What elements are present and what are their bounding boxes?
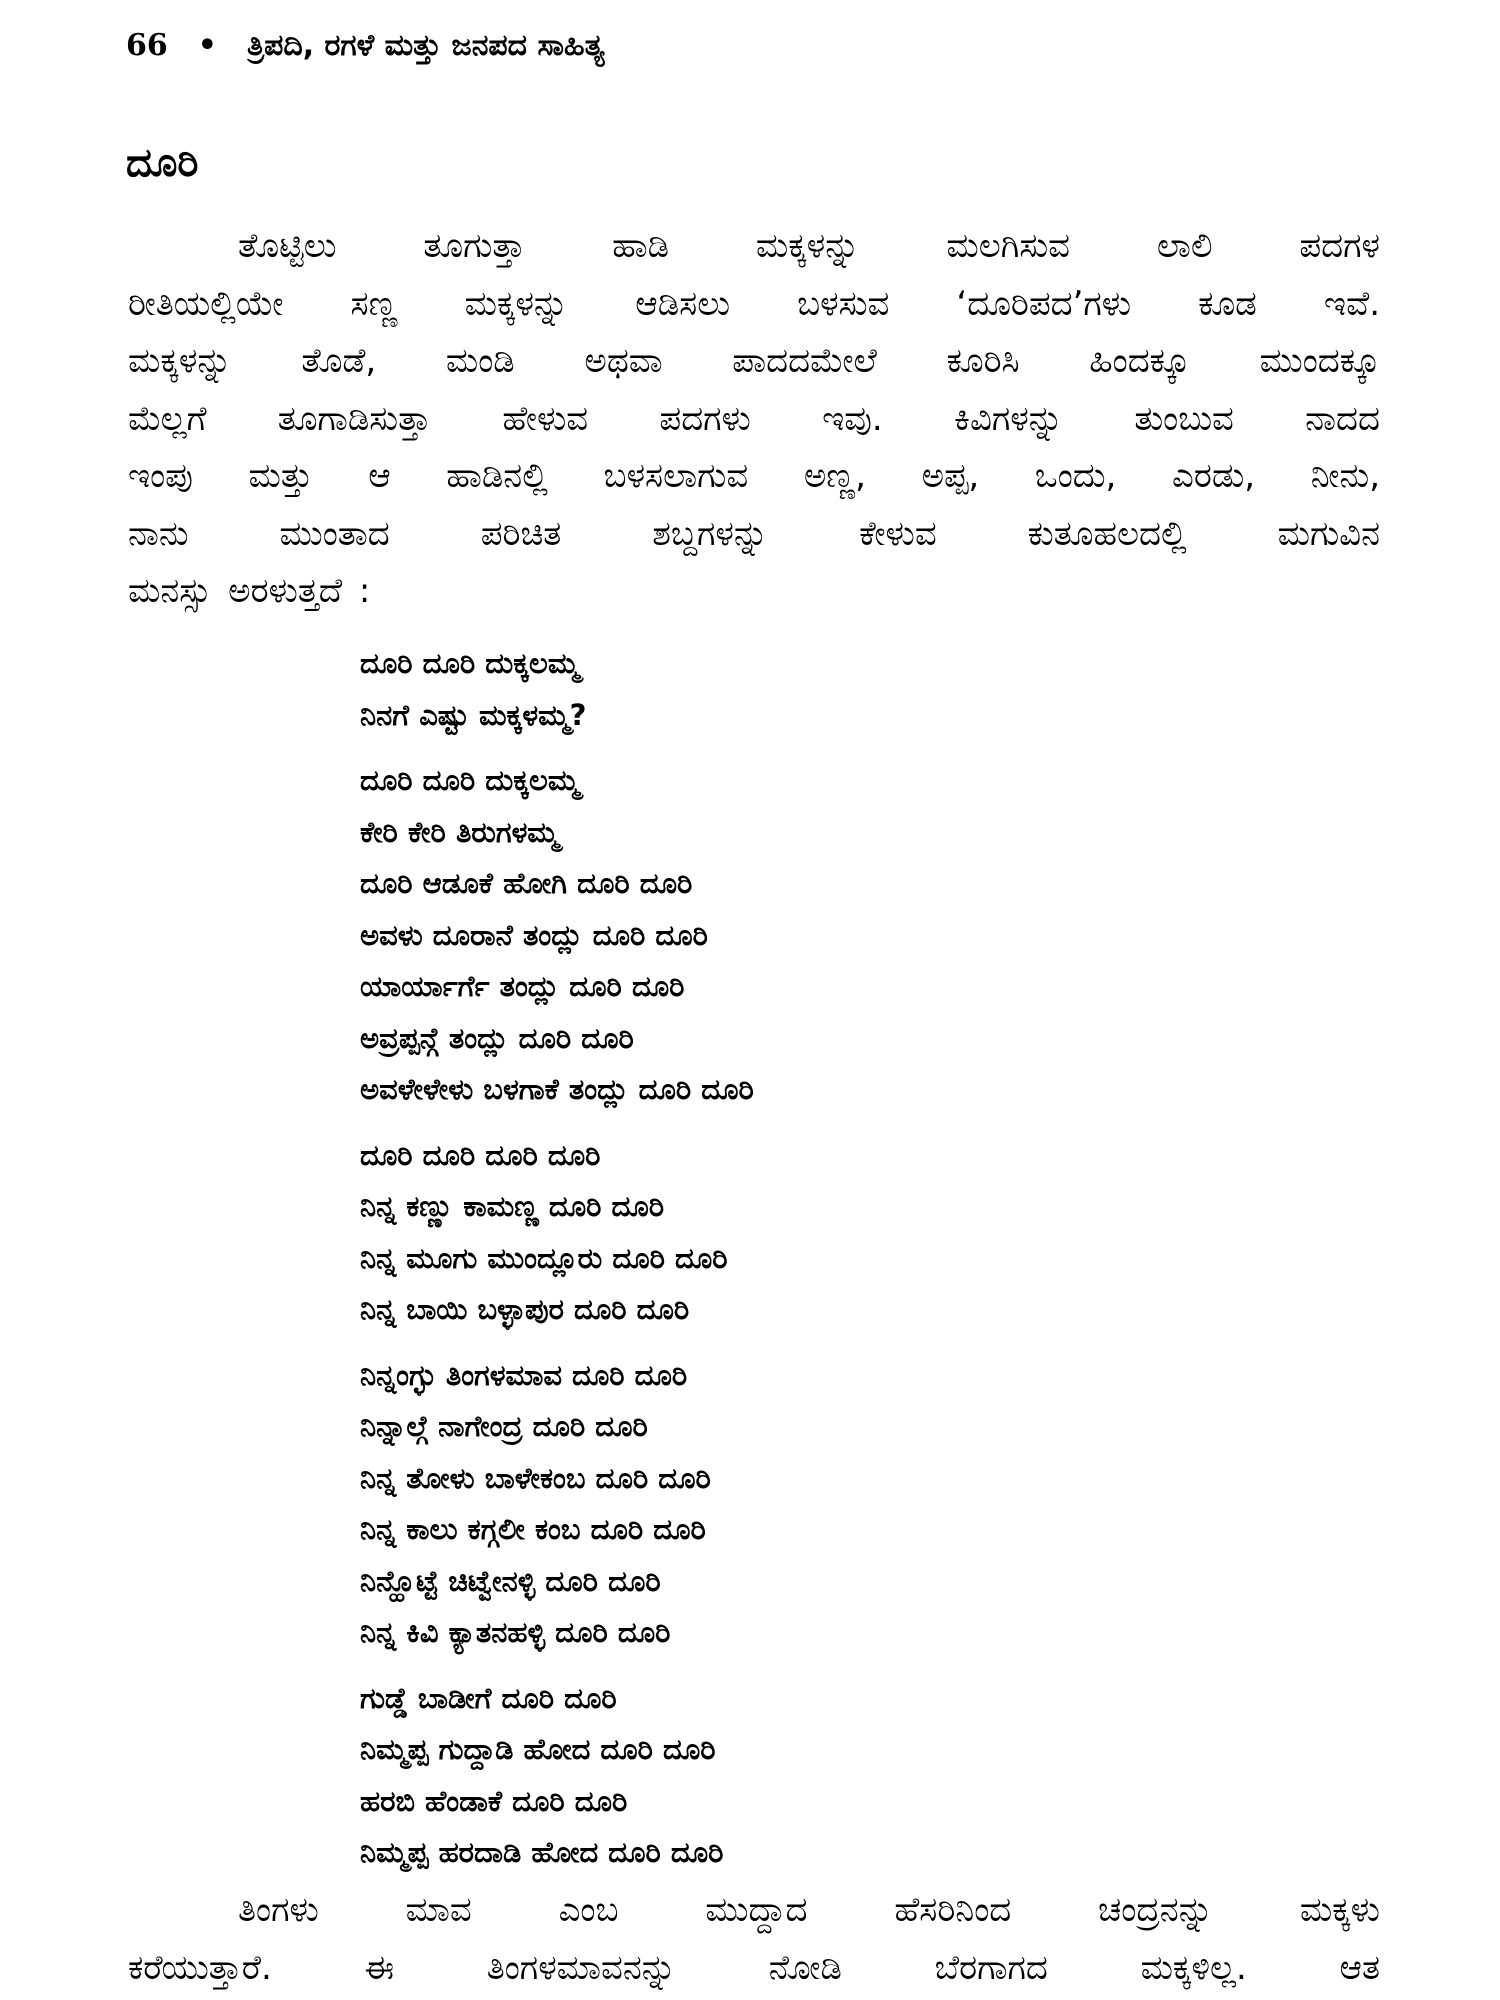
verse-line: ದೂರಿ ದೂರಿ ದುಕ್ಕಲಮ್ಮ [360,763,580,797]
verse-line: ನಿನಗೆ ಎಷ್ಟು ಮಕ್ಕಳಮ್ಮ? [360,697,587,732]
paragraph-line: ಇಂಪು ಮತ್ತು ಆ ಹಾಡಿನಲ್ಲಿ ಬಳಸಲಾಗುವ ಅಣ್ಣ, ಅಪ್ಪ, ಒಂದು, ಎರಡು, ನೀನು, [128,456,1380,496]
stanza [360,638,754,741]
verse-line: ಅವಳು ದೂರಾನೆ ತಂದ್ಲು ದೂರಿ ದೂರಿ [360,917,708,952]
verse-line: ನಿನ್ಹೊಟ್ಟೆ ಚಿಟ್ವೇನಳ್ಳಿ ದೂರಿ ದೂರಿ [360,1563,661,1598]
paragraph-line: ತೊಟ್ಟಿಲು ತೂಗುತ್ತಾ ಹಾಡಿ ಮಕ್ಕಳನ್ನು ಮಲಗಿಸುವ ಲಾಲಿ ಪದಗಳ [238,226,1380,266]
closing-paragraph [128,1882,1380,1997]
page-number: 66 [126,28,168,63]
verse-line: ನಿನ್ನ ಬಾಯಿ ಬಳ್ಳಾಪುರ ದೂರಿ ದೂರಿ [360,1292,690,1326]
verse-line: ಗುಡ್ಡೆ ಬಾಡೀಗೆ ದೂರಿ ದೂರಿ [360,1680,617,1715]
verse-line: ನಿನ್ನ ಕಿವಿ ಕ್ಯಾತನಹಳ್ಳಿ ದೂರಿ ದೂರಿ [360,1615,671,1649]
verse-line: ಯಾರ್ಯಾರ್ಗೆ ತಂದ್ಲು ದೂರಿ ದೂರಿ [360,969,685,1003]
section-title: ದೂರಿ [126,140,199,186]
verse-line: ನಿನ್ನಂಗ್ಳು ತಿಂಗಳಮಾವ ದೂರಿ ದೂರಿ [360,1357,688,1392]
verse-line: ನಿನ್ನ ಕಣ್ಣು ಕಾಮಣ್ಣ ದೂರಿ ದೂರಿ [360,1189,665,1223]
stanza [360,1673,754,1879]
verse-line: ದೂರಿ ಆಡೂಕೆ ಹೋಗಿ ದೂರಿ ದೂರಿ [360,866,693,900]
verse-line: ನಿನ್ನ ಕಾಲು ಕಗ್ಗಲೀ ಕಂಬ ದೂರಿ ದೂರಿ [360,1512,706,1546]
paragraph-line: ಮೆಲ್ಲಗೆ ತೂಗಾಡಿಸುತ್ತಾ ಹೇಳುವ ಪದಗಳು ಇವು. ಕಿವಿಗಳನ್ನು ತುಂಬುವ ನಾದದ [128,398,1380,439]
verse-line: ಅವ್ರಪ್ಪನ್ಗೆ ತಂದ್ಲು ದೂರಿ ದೂರಿ [360,1020,634,1055]
verse-line: ನಿನ್ನ ಮೂಗು ಮುಂದ್ಲೂರು ದೂರಿ ದೂರಿ [360,1240,728,1275]
paragraph-line: ತಿಂಗಳು ಮಾವ ಎಂಬ ಮುದ್ದಾದ ಹೆಸರಿನಿಂದ ಚಂದ್ರನನ್ನು ಮಕ್ಕಳು [238,1890,1380,1930]
paragraph-line: ಕರೆಯುತ್ತಾರೆ. ಈ ತಿಂಗಳಮಾವನನ್ನು ನೋಡಿ ಬೆರಗಾಗದ ಮಕ್ಕಳಿಲ್ಲ. ಆತ [128,1947,1380,1988]
verse-line: ನಿಮ್ಮಪ್ಪ ಹರದಾಡಿ ಹೋದ ದೂರಿ ದೂರಿ [360,1835,724,1869]
header-bullet: • [197,28,217,63]
verse-line: ಕೇರಿ ಕೇರಿ ತಿರುಗಳಮ್ಮ [360,814,559,849]
paragraph-line: ರೀತಿಯಲ್ಲಿಯೇ ಸಣ್ಣ ಮಕ್ಕಳನ್ನು ಆಡಿಸಲು ಬಳಸುವ ‘ದೂರಿಪದ’ಗಳು ಕೂಡ ಇವೆ. [128,283,1380,324]
verse-line: ನಿಮ್ಮಪ್ಪ ಗುದ್ದಾಡಿ ಹೋದ ದೂರಿ ದೂರಿ [360,1732,716,1766]
verse-line: ನಿನ್ನ ತೋಳು ಬಾಳೇಕಂಬ ದೂರಿ ದೂರಿ [360,1460,711,1495]
verse-line: ಹರಬಿ ಹೆಂಡಾಕೆ ದೂರಿ ದೂರಿ [360,1783,628,1818]
verse-line: ಅವಳೇಳೇಳು ಬಳಗಾಕೆ ತಂದ್ಲು ದೂರಿ ದೂರಿ [360,1072,754,1106]
verse-line: ದೂರಿ ದೂರಿ ದುಕ್ಕಲಮ್ಮ [360,646,580,680]
verse-line: ನಿನ್ನಾಲ್ಗೆ ನಾಗೇಂದ್ರ ದೂರಿ ದೂರಿ [360,1409,648,1443]
stanza [360,1130,754,1336]
paragraph-line: ಮನಸ್ಸು ಅರಳುತ್ತದೆ : [128,571,371,611]
book-title: ತ್ರಿಪದಿ, ರಗಳೆ ಮತ್ತು ಜನಪದ ಸಾಹಿತ್ಯ [246,28,605,63]
poem-verses [360,638,754,1893]
intro-paragraph [128,218,1380,621]
paragraph-line: ನಾನು ಮುಂತಾದ ಪರಿಚಿತ ಶಬ್ದಗಳನ್ನು ಕೇಳುವ ಕುತೂಹಲದಲ್ಲಿ ಮಗುವಿನ [128,513,1380,554]
verse-line: ದೂರಿ ದೂರಿ ದೂರಿ ದೂರಿ [360,1137,601,1172]
stanza [360,755,754,1116]
running-header [126,28,605,63]
stanza [360,1350,754,1659]
paragraph-line: ಮಕ್ಕಳನ್ನು ತೊಡೆ, ಮಂಡಿ ಅಥವಾ ಪಾದದಮೇಲೆ ಕೂರಿಸಿ ಹಿಂದಕ್ಕೂ ಮುಂದಕ್ಕೂ [128,341,1380,381]
